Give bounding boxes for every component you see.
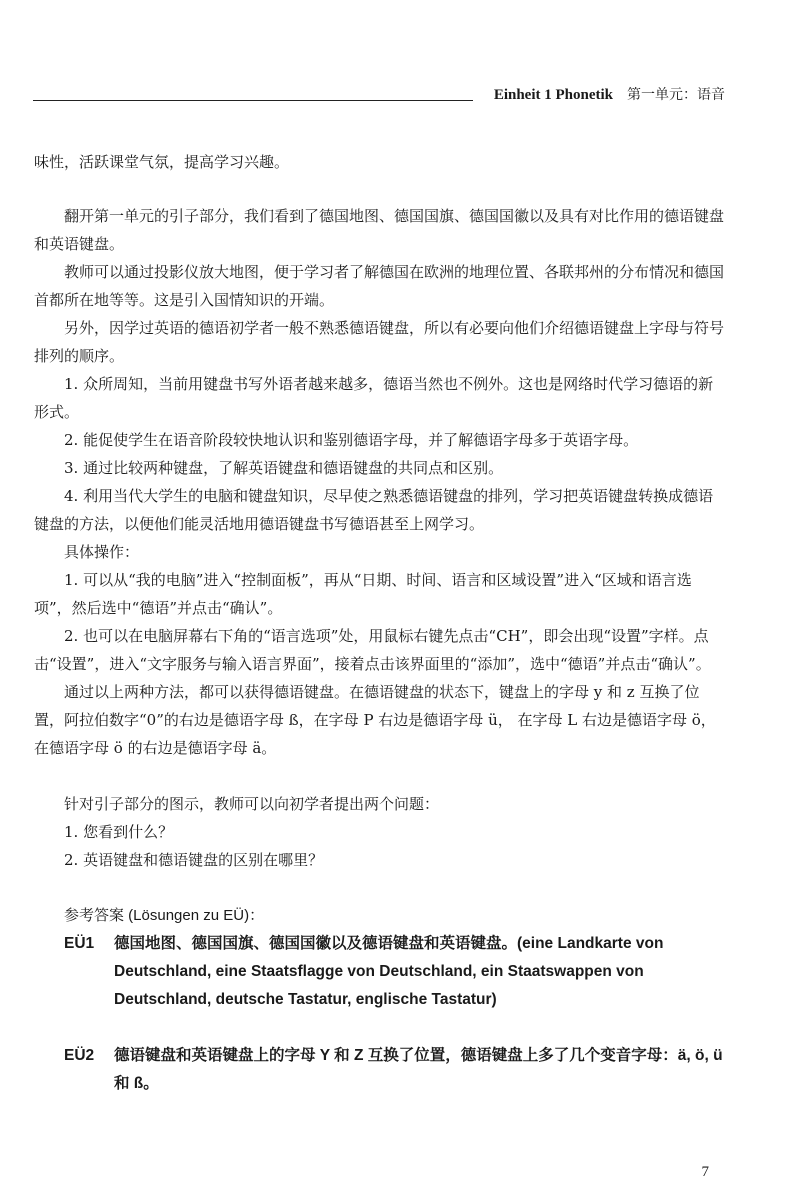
page-body — [34, 148, 726, 1098]
answer-item — [34, 930, 726, 1014]
unit-title-zh: 第一单元：语音 — [627, 87, 725, 103]
paragraph: 具体操作： — [64, 543, 140, 561]
list-item: 2. 英语键盘和德语键盘的区别在哪里？ — [64, 851, 324, 869]
page-number: 7 — [701, 1164, 709, 1180]
answer-text: 德国地图、德国国旗、德国国徽以及德语键盘和英语键盘。(eine Landkarte von Deutschland, eine Staatsflagge von Deutschland, ein Staatswappen von Deutschland, deutsche Tastatur, englische Tastatur) — [114, 935, 664, 1008]
answer-item — [34, 1042, 726, 1098]
paragraph: 翻开第一单元的引子部分，我们看到了德国地图、德国国旗、德国国徽以及具有对比作用的德语键盘和英语键盘。 — [34, 207, 725, 253]
header-rule — [33, 100, 473, 101]
answer-text: 德语键盘和英语键盘上的字母 Y 和 Z 互换了位置，德语键盘上多了几个变音字母：ä, ö, ü 和 ß。 — [114, 1047, 723, 1092]
paragraph: 味性，活跃课堂气氛，提高学习兴趣。 — [34, 153, 290, 171]
list-item: 1. 您看到什么？ — [64, 823, 174, 841]
answers-title: 参考答案 (Lösungen zu EÜ)： — [64, 907, 265, 924]
paragraph: 针对引子部分的图示，教师可以向初学者提出两个问题： — [64, 795, 440, 813]
list-item: 2. 能促使学生在语音阶段较快地认识和鉴别德语字母，并了解德语字母多于英语字母。 — [64, 431, 639, 449]
answer-label: EÜ1 — [64, 935, 95, 952]
header-title — [494, 84, 725, 104]
paragraph: 教师可以通过投影仪放大地图，便于学习者了解德国在欧洲的地理位置、各联邦州的分布情况和德国首都所在地等等。这是引入国情知识的开端。 — [34, 263, 725, 309]
paragraph: 另外，因学过英语的德语初学者一般不熟悉德语键盘，所以有必要向他们介绍德语键盘上字母与符号排列的顺序。 — [34, 319, 725, 365]
answer-label: EÜ2 — [64, 1047, 95, 1064]
paragraph: 通过以上两种方法，都可以获得德语键盘。在德语键盘的状态下，键盘上的字母 y 和 z 互换了位置，阿拉伯数字“0”的右边是德语字母 ß，在字母 P 右边是德语字母 ü， 在字母 L 右边是德语字母 ö， 在德语字母 ö 的右边是德语字母 ä。 — [34, 683, 716, 757]
list-item: 4. 利用当代大学生的电脑和键盘知识，尽早使之熟悉德语键盘的排列，学习把英语键盘转换成德语键盘的方法，以便他们能灵活地用德语键盘书写德语甚至上网学习。 — [34, 487, 714, 533]
list-item: 3. 通过比较两种键盘，了解英语键盘和德语键盘的共同点和区别。 — [64, 459, 504, 477]
list-item: 2. 也可以在电脑屏幕右下角的“语言选项”处，用鼠标右键先点击“CH”，即会出现“设置”字样。点击“设置”，进入“文字服务与输入语言界面”，接着点击该界面里的“添加”，选中“德语”并点击“确认”。 — [34, 627, 711, 673]
list-item: 1. 可以从“我的电脑”进入“控制面板”，再从“日期、时间、语言和区域设置”进入“区域和语言选项”，然后选中“德语”并点击“确认”。 — [34, 571, 692, 617]
unit-title-en: Einheit 1 Phonetik — [493, 87, 613, 103]
list-item: 1. 众所周知，当前用键盘书写外语者越来越多，德语当然也不例外。这也是网络时代学习德语的新形式。 — [34, 375, 714, 421]
running-header — [33, 80, 725, 108]
